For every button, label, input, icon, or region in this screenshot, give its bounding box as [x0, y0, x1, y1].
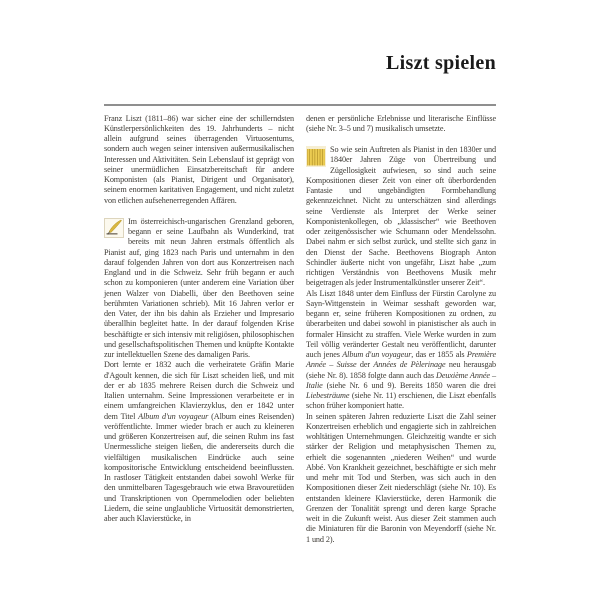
paragraph: Im österreichisch-ungarischen Grenzland geboren, begann er seine Laufbahn als Wunderkind, trat bereits mit neun Jahren erstmals öffentlich als Pianist auf, ging 1823 nach Paris und unternahm in den darauf folgenden Jahren von dort aus Konzertreisen nach England und in die Schweiz. Sehr früh begann er auch schon zu komponieren (unter anderem eine Variation über jenen Walzer von Diabelli, über den Beethoven seine berühmten Variationen schrieb). Mit 16 Jahren verlor er den Vater, der ihn bis dahin als Erzieher und Impresario überallhin begleitet hatte. In der darauf folgenden Krise beschäftigte er sich intensiv mit religiösen, philosophischen und gesellschaftspolitischen Themen und knüpfte Kontakte zur intellektuellen Szene des damaligen Paris. — [104, 216, 294, 360]
right-column — [306, 114, 496, 545]
left-column — [104, 114, 294, 545]
quill-icon — [104, 218, 124, 238]
paragraph: In seinen späteren Jahren reduzierte Liszt die Zahl seiner Konzertreisen erheblich und engagierte sich in zahlreichen wohltätigen Unternehmungen. Gleichzeitig wandte er sich stärker der Religion und metaphysischen Themen zu, erhielt die sogenannten „niederen Weihen“ und wurde Abbé. Von Krankheit gezeichnet, beschäftigte er sich mehr und mehr mit Tod und Sterben, was sich auch in den Kompositionen dieser Zeit niederschlägt (siehe Nr. 10). Es entstanden kleinere Klavierstücke, deren Harmonik die Grenzen der Tonalität sprengt und deren karge Sprache weit in die Zukunft weist. Aus dieser Zeit stammen auch die Miniaturen für die Baronin von Meyendorff (siehe Nr. 1 und 2). — [306, 411, 496, 544]
paragraph: Dort lernte er 1832 auch die verheiratete Gräfin Marie d'Agoult kennen, die sich für Liszt scheiden ließ, und mit der er ab 1835 mehrere Reisen durch die Schweiz und Italien unternahm. Seine Impressionen verarbeitete er in einem umfangreichen Klavierzyklus, den er 1842 unter dem Titel Album d'un voyageur (Album eines Reisenden) veröffentlichte. Immer wieder brach er auch zu kleineren und größeren Konzertreisen auf, die seinen Ruhm ins fast Unermessliche steigen ließen, die andererseits durch die vielfältigen musikalischen Eindrücke auch seine kompositorische Entwicklung entscheidend beeinflussten. In rastloser Tätigkeit entstanden dabei sowohl Werke für den unmittelbaren Tagesgebrauch wie etwa Bravouretüden und Transkriptionen von Opernmelodien oder beliebten Liedern, die seine unglaubliche Virtuosität demonstrierten, aber auch Klavierstücke, in — [104, 360, 294, 524]
piano-keys-icon — [306, 146, 326, 167]
page-title: Liszt spielen — [385, 52, 496, 74]
paragraph: Als Liszt 1848 unter dem Einfluss der Fürstin Carolyne zu Sayn-Wittgenstein in Weimar sesshaft geworden war, begann er, seine früheren Kompositionen zu ordnen, zu überarbeiten und dabei sowohl in pianistischer als auch in formaler Hinsicht zu straffen. Viele Werke wurden in zum Teil völlig veränderter Gestalt neu veröffentlicht, darunter auch jenes Album d'un voyageur, das er 1855 als Première Année – Suisse der Années de Pèlerinage neu herausgab (siehe Nr. 8). 1858 folgte dann auch das Deuxième Année – Italie (siehe Nr. 6 und 9). Bereits 1850 waren die drei Liebesträume (siehe Nr. 11) erschienen, die Liszt ebenfalls schon früher komponiert hatte. — [306, 288, 496, 411]
paragraph: Franz Liszt (1811–86) war sicher eine der schillerndsten Künstlerpersönlichkeiten des 19. Jahrhunderts – nicht allein aufgrund seines überragenden Virtuosentums, sondern auch wegen seiner intensiven außermusikalischen Interessen und Aktivitäten. Sein Lebenslauf ist geprägt von seiner unermüdlichen Einsatzbereitschaft für andere Komponisten (als Pianist, Dirigent und Organisator), seinem enormen karitativen Engagement, und nicht zuletzt von etlichen aufsehenerregenden Affären. — [104, 113, 294, 205]
divider-rule — [104, 104, 496, 106]
paragraph: denen er persönliche Erlebnisse und literarische Einflüsse (siehe Nr. 3–5 und 7) musikalisch umsetzte. — [306, 113, 496, 133]
page-content — [104, 0, 496, 545]
two-column-text — [104, 114, 496, 545]
paragraph: So wie sein Auftreten als Pianist in den 1830er und 1840er Jahren Züge von Übertreibung und Zügellosigkeit aufwiesen, so sind auch seine Kompositionen dieser Zeit von einer oft überbordenden Fantasie und ungebändigten Formbehandlung gekennzeichnet. Nicht zu unterschätzen sind allerdings seine Verdienste als Interpret der Werke seiner Komponistenkollegen, ob „klassischer“ wie Beethoven oder zeitgenössischer wie Schumann oder Mendelssohn. Dabei nahm er sich selbst zurück, und stellte sich ganz in den Dienst der Sache. Beethovens Biograph Anton Schindler äußerte nicht von ungefähr, Liszt habe „zum richtigen Verständnis von Beethovens Musik mehr beigetragen als jeder Instrumentalkünstler unserer Zeit“. — [306, 145, 496, 288]
